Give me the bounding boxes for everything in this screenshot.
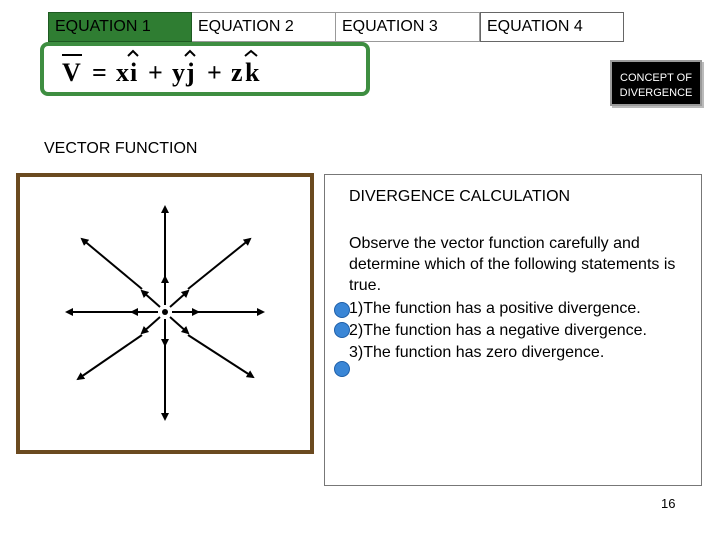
option-2-radio[interactable] xyxy=(334,322,350,338)
svg-text:i: i xyxy=(130,58,138,87)
option-2-label: 2)The function has a negative divergence. xyxy=(349,322,647,339)
concept-of-divergence-button[interactable] xyxy=(610,60,702,106)
svg-text:+: + xyxy=(148,58,163,87)
vector-field-diagram xyxy=(20,177,310,450)
svg-text:y: y xyxy=(172,58,185,87)
vector-arrow xyxy=(142,317,160,333)
vector-function-title: VECTOR FUNCTION xyxy=(44,140,198,157)
tab-equation-4[interactable]: EQUATION 4 xyxy=(480,12,624,42)
vector-arrow xyxy=(188,239,250,289)
svg-text:=: = xyxy=(92,58,107,87)
divergence-title: DIVERGENCE CALCULATION xyxy=(349,188,571,205)
tab-equation-1[interactable]: EQUATION 1 xyxy=(48,12,192,42)
svg-text:k: k xyxy=(245,58,260,87)
equation-box xyxy=(40,42,370,96)
option-3-radio[interactable] xyxy=(334,361,350,377)
option-1-radio[interactable] xyxy=(334,302,350,318)
concept-button-line2: DIVERGENCE xyxy=(619,87,693,99)
svg-text:+: + xyxy=(207,58,222,87)
divergence-question-panel xyxy=(324,174,702,486)
concept-button-line1: CONCEPT OF xyxy=(620,72,692,84)
vector-arrow xyxy=(78,335,142,379)
svg-text:x: x xyxy=(116,58,129,87)
origin-dot xyxy=(162,309,168,315)
page-number: 16 xyxy=(661,496,676,511)
vector-field-panel xyxy=(16,173,314,454)
vector-arrow xyxy=(82,239,142,289)
vector-arrow xyxy=(142,291,160,307)
tab-equation-3[interactable]: EQUATION 3 xyxy=(336,12,480,42)
tab-equation-2[interactable]: EQUATION 2 xyxy=(192,12,336,42)
vector-arrow xyxy=(188,335,253,377)
svg-text:j: j xyxy=(186,58,195,87)
svg-text:V: V xyxy=(62,58,81,87)
option-3-label: 3)The function has zero divergence. xyxy=(349,344,605,361)
question-text: Observe the vector function carefully and determine which of the following statements is true. xyxy=(349,235,676,294)
svg-text:z: z xyxy=(231,58,243,87)
vector-arrow xyxy=(170,317,188,333)
option-1-label: 1)The function has a positive divergence. xyxy=(349,300,641,317)
equation-formula xyxy=(52,48,312,92)
vector-arrow xyxy=(170,291,188,307)
